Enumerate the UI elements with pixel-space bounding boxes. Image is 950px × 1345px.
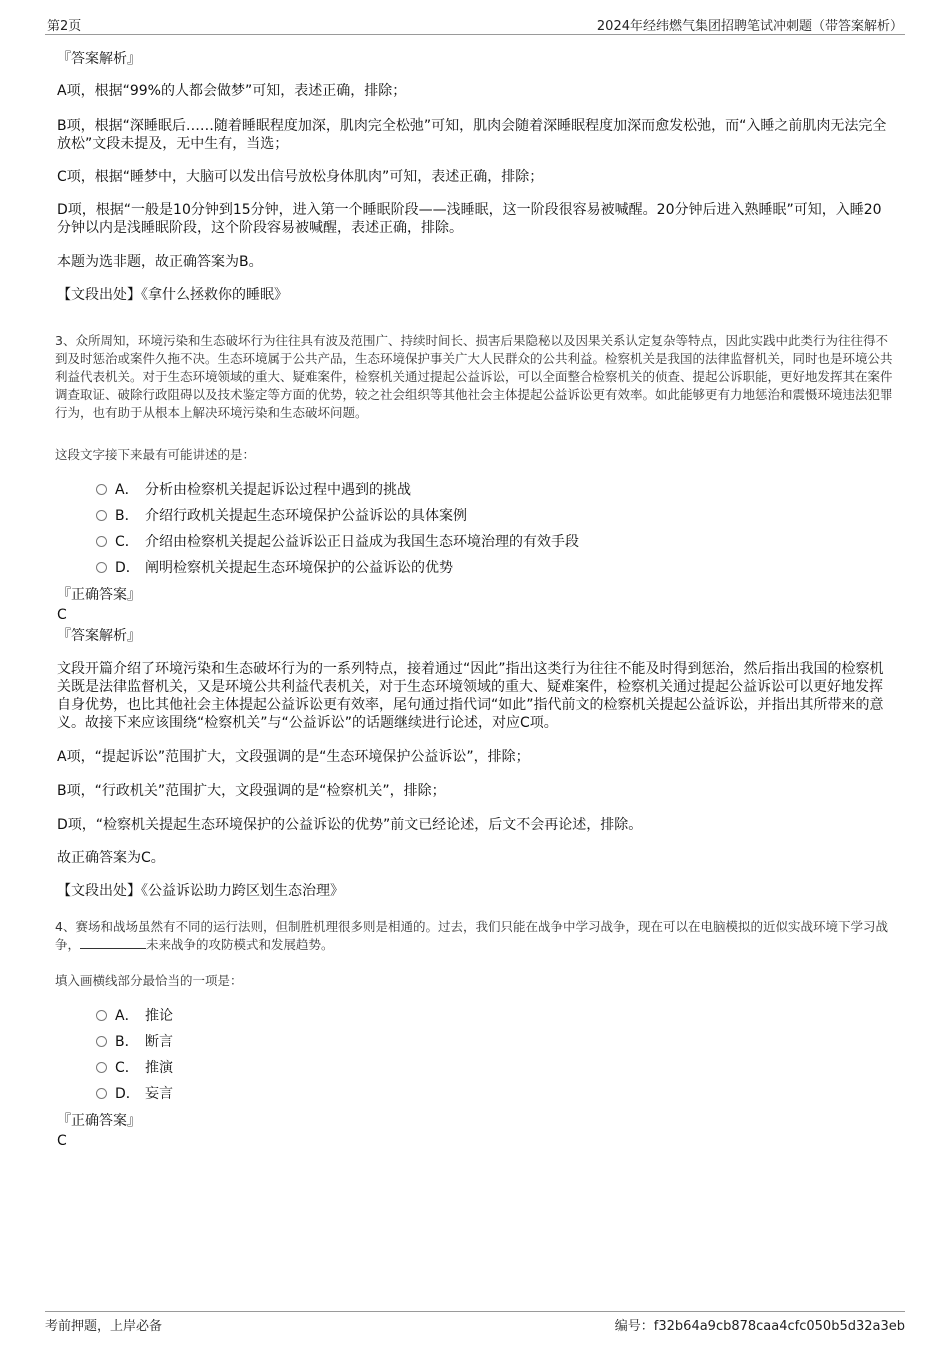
page-number: 第2页 [47,19,82,34]
q4-answer-tag: 『正确答案』 [57,1113,141,1129]
q2-analysis-c: C项，根据“睡梦中，大脑可以发出信号放松身体肌肉”可知，表述正确，排除； [57,169,544,185]
q2-analysis-tag: 『答案解析』 [57,51,141,67]
radio-icon[interactable] [96,1088,107,1099]
page-header [45,14,905,35]
q4-stem: 4、赛场和战场虽然有不同的运行法则，但制胜机理很多则是相通的。过去，我们只能在战争中学习战争，现在可以在电脑模拟的近似实战环境下学习战争， 未来战争的攻防模式和发展趋势。 [55,919,888,952]
fill-blank [80,936,146,949]
q4-option-b[interactable]: B． 断言 [96,1032,173,1052]
radio-icon[interactable] [96,510,107,521]
radio-icon[interactable] [96,1062,107,1073]
q3-answer: C [57,607,67,623]
q3-analysis-d: D项，“检察机关提起生态环境保护的公益诉讼的优势”前文已经论述，后文不会再论述，排除。 [57,817,643,833]
q4-answer: C [57,1133,67,1149]
page-footer [45,1311,905,1334]
q2-source: 【文段出处】《拿什么拯救你的睡眠》 [57,287,288,303]
q3-analysis-tag: 『答案解析』 [57,628,141,644]
q3-source: 【文段出处】《公益诉讼助力跨区划生态治理》 [57,883,344,899]
q2-analysis-a: A项，根据“99%的人都会做梦”可知，表述正确，排除； [57,83,407,99]
q2-analysis-b: B项，根据“深睡眠后……随着睡眠程度加深，肌肉完全松弛”可知，肌肉会随着深睡眠程度加深而愈发松弛，而“入睡之前肌肉无法完全放松”文段未提及，无中生有，当选； [57,118,887,152]
q4-option-c[interactable]: C． 推演 [96,1058,173,1078]
document-title: 2024年经纬燃气集团招聘笔试冲刺题（带答案解析） [596,19,903,34]
q3-analysis: 文段开篇介绍了环境污染和生态破坏行为的一系列特点，接着通过“因此”指出这类行为往往不能及时得到惩治，然后指出我国的检察机关既是法律监督机关，又是环境公共利益代表机关，对于生态环境领域的重大、疑难案件，检察机关通过提起公益诉讼可以更好地发挥自身优势，也比其他社会主体提起公益诉讼更有效率，尾句通过指代词“如此”指代前文的检察机关提起公益诉讼，并指出其所带来的意义。故接下来应该围绕“检察机关”与“公益诉讼”的话题继续进行论述，对应C项。 [57,661,884,731]
q3-analysis-b: B项，“行政机关”范围扩大，文段强调的是“检察机关”，排除； [57,783,446,799]
q2-conclusion: 本题为选非题，故正确答案为B。 [57,254,263,270]
document-code: 编号：f32b64a9cb878caa4cfc050b5d32a3eb [614,1319,905,1334]
q4-option-d[interactable]: D． 妄言 [96,1084,173,1104]
q3-answer-tag: 『正确答案』 [57,587,141,603]
q3-stem: 3、众所周知，环境污染和生态破坏行为往往具有波及范围广、持续时间长、损害后果隐秘以及因果关系认定复杂等特点，因此实践中此类行为往往得不到及时惩治或案件久拖不决。生态环境属于公共产品，生态环境保护事关广大人民群众的公共利益。检察机关是我国的法律监督机关，同时也是环境公共利益代表机关。对于生态环境领域的重大、疑难案件，检察机关通过提起公益诉讼，可以全面整合检察机关的侦查、提起公诉职能，更好地发挥其在案件调查取证、破除行政阻碍以及技术鉴定等方面的优势，较之社会组织等其他社会主体提起公益诉讼更有效率。如此能够更有力地惩治和震慑环境违法犯罪行为，也有助于从根本上解决环境污染和生态破坏问题。 [55,333,893,420]
q4-question: 填入画横线部分最恰当的一项是： [55,973,243,988]
footer-slogan: 考前押题，上岸必备 [45,1319,163,1334]
q3-analysis-a: A项，“提起诉讼”范围扩大，文段强调的是“生态环境保护公益诉讼”，排除； [57,749,530,765]
q4-option-a[interactable]: A． 推论 [96,1006,173,1026]
q2-analysis-d: D项，根据“一般是10分钟到15分钟，进入第一个睡眠阶段——浅睡眠，这一阶段很容易被喊醒。20分钟后进入熟睡眠”可知，入睡20分钟以内是浅睡眠阶段，这个阶段容易被喊醒，表述正确，排除。 [57,202,882,236]
radio-icon[interactable] [96,562,107,573]
q3-option-d[interactable]: D． 阐明检察机关提起生态环境保护的公益诉讼的优势 [96,558,453,578]
radio-icon[interactable] [96,484,107,495]
q3-question: 这段文字接下来最有可能讲述的是： [55,447,256,462]
q3-option-b[interactable]: B． 介绍行政机关提起生态环境保护公益诉讼的具体案例 [96,506,467,526]
radio-icon[interactable] [96,1010,107,1021]
q3-option-a[interactable]: A． 分析由检察机关提起诉讼过程中遇到的挑战 [96,480,411,500]
q3-option-c[interactable]: C． 介绍由检察机关提起公益诉讼正日益成为我国生态环境治理的有效手段 [96,532,579,552]
radio-icon[interactable] [96,536,107,547]
q3-conclusion: 故正确答案为C。 [57,850,165,866]
radio-icon[interactable] [96,1036,107,1047]
